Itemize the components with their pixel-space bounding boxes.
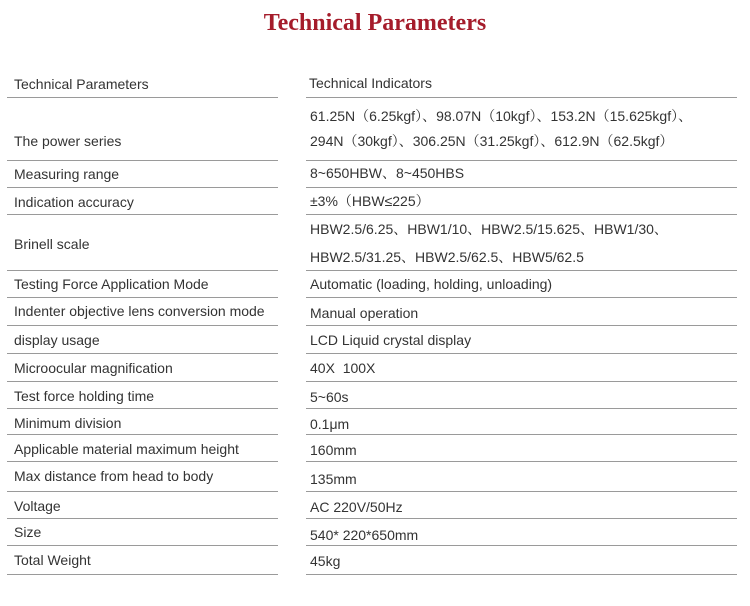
- indicator-cell-measuring-range: [306, 161, 737, 188]
- indicator-value: 135mm: [310, 471, 357, 487]
- param-label: display usage: [14, 332, 100, 348]
- param-label: Indication accuracy: [14, 194, 134, 210]
- param-cell-brinell-scale: [7, 215, 278, 271]
- indicator-cell-total-weight: [306, 546, 737, 575]
- param-label: Total Weight: [14, 552, 91, 568]
- indicator-cell-size: [306, 519, 737, 546]
- indicator-cell-max-height: [306, 435, 737, 462]
- indicator-value: AC 220V/50Hz: [310, 499, 403, 515]
- param-label: Indenter objective lens conversion mode: [14, 303, 265, 319]
- indicator-cell-lens-conversion: [306, 298, 737, 326]
- param-cell-lens-conversion: [7, 298, 278, 326]
- header-indicator-label: Technical Indicators: [309, 75, 432, 91]
- header-param-cell: [7, 70, 278, 98]
- indicator-value: 540* 220*650mm: [310, 527, 419, 543]
- param-label: The power series: [14, 133, 122, 149]
- indicator-value: 40X 100X: [310, 360, 376, 376]
- indicator-value: 8~650HBW、8~450HBS: [310, 165, 465, 181]
- param-cell-force-application: [7, 271, 278, 298]
- indicator-line: HBW2.5/31.25、HBW2.5/62.5、HBW5/62.5: [310, 249, 584, 265]
- param-label: Applicable material maximum height: [14, 441, 239, 457]
- param-cell-indication-accuracy: [7, 188, 278, 215]
- param-label: Measuring range: [14, 166, 120, 182]
- param-label: Testing Force Application Mode: [14, 276, 209, 292]
- param-label: Voltage: [14, 498, 61, 514]
- param-cell-total-weight: [7, 546, 278, 575]
- indicator-cell-display-usage: [306, 326, 737, 354]
- param-cell-power-series: [7, 98, 278, 161]
- indicator-line: HBW2.5/6.25、HBW1/10、HBW2.5/15.625、HBW1/30、: [310, 221, 668, 237]
- indicator-cell-brinell-scale: [306, 215, 737, 271]
- indicator-cell-indication-accuracy: [306, 188, 737, 215]
- param-cell-size: [7, 519, 278, 546]
- indicator-cell-power-series: [306, 98, 737, 161]
- param-cell-voltage: [7, 492, 278, 519]
- indicator-value: Manual operation: [310, 305, 419, 321]
- indicator-value: 160mm: [310, 442, 357, 458]
- param-label: Brinell scale: [14, 236, 90, 252]
- indicator-value: LCD Liquid crystal display: [310, 332, 472, 348]
- indicator-line: 294N（30kgf）、306.25N（31.25kgf）、612.9N（62.5kgf）: [310, 133, 674, 149]
- param-label: Test force holding time: [14, 388, 155, 404]
- header-indicator-cell: [306, 70, 737, 98]
- indicator-value: Automatic (loading, holding, unloading): [310, 276, 553, 292]
- param-label: Size: [14, 524, 42, 540]
- indicator-cell-force-application: [306, 271, 737, 298]
- indicator-value: ±3%（HBW≤225）: [310, 193, 430, 209]
- indicator-value: 45kg: [310, 553, 341, 569]
- indicator-cell-head-distance: [306, 462, 737, 492]
- indicator-cell-minimum-division: [306, 409, 737, 435]
- indicator-value: 0.1μm: [310, 416, 350, 432]
- param-cell-max-height: [7, 435, 278, 462]
- indicator-cell-holding-time: [306, 382, 737, 409]
- param-cell-display-usage: [7, 326, 278, 354]
- param-cell-minimum-division: [7, 409, 278, 435]
- indicator-cell-magnification: [306, 354, 737, 382]
- page-title: Technical Parameters: [263, 10, 487, 36]
- param-cell-head-distance: [7, 462, 278, 492]
- param-label: Microocular magnification: [14, 360, 173, 376]
- param-label: Max distance from head to body: [14, 468, 214, 484]
- param-cell-holding-time: [7, 382, 278, 409]
- param-label: Minimum division: [14, 415, 122, 431]
- param-cell-measuring-range: [7, 161, 278, 188]
- param-cell-magnification: [7, 354, 278, 382]
- indicator-line: 61.25N（6.25kgf）、98.07N（10kgf）、153.2N（15.625kgf）、: [310, 108, 693, 124]
- indicator-value: 5~60s: [310, 389, 349, 405]
- header-param-label: Technical Parameters: [14, 76, 149, 92]
- indicator-cell-voltage: [306, 492, 737, 519]
